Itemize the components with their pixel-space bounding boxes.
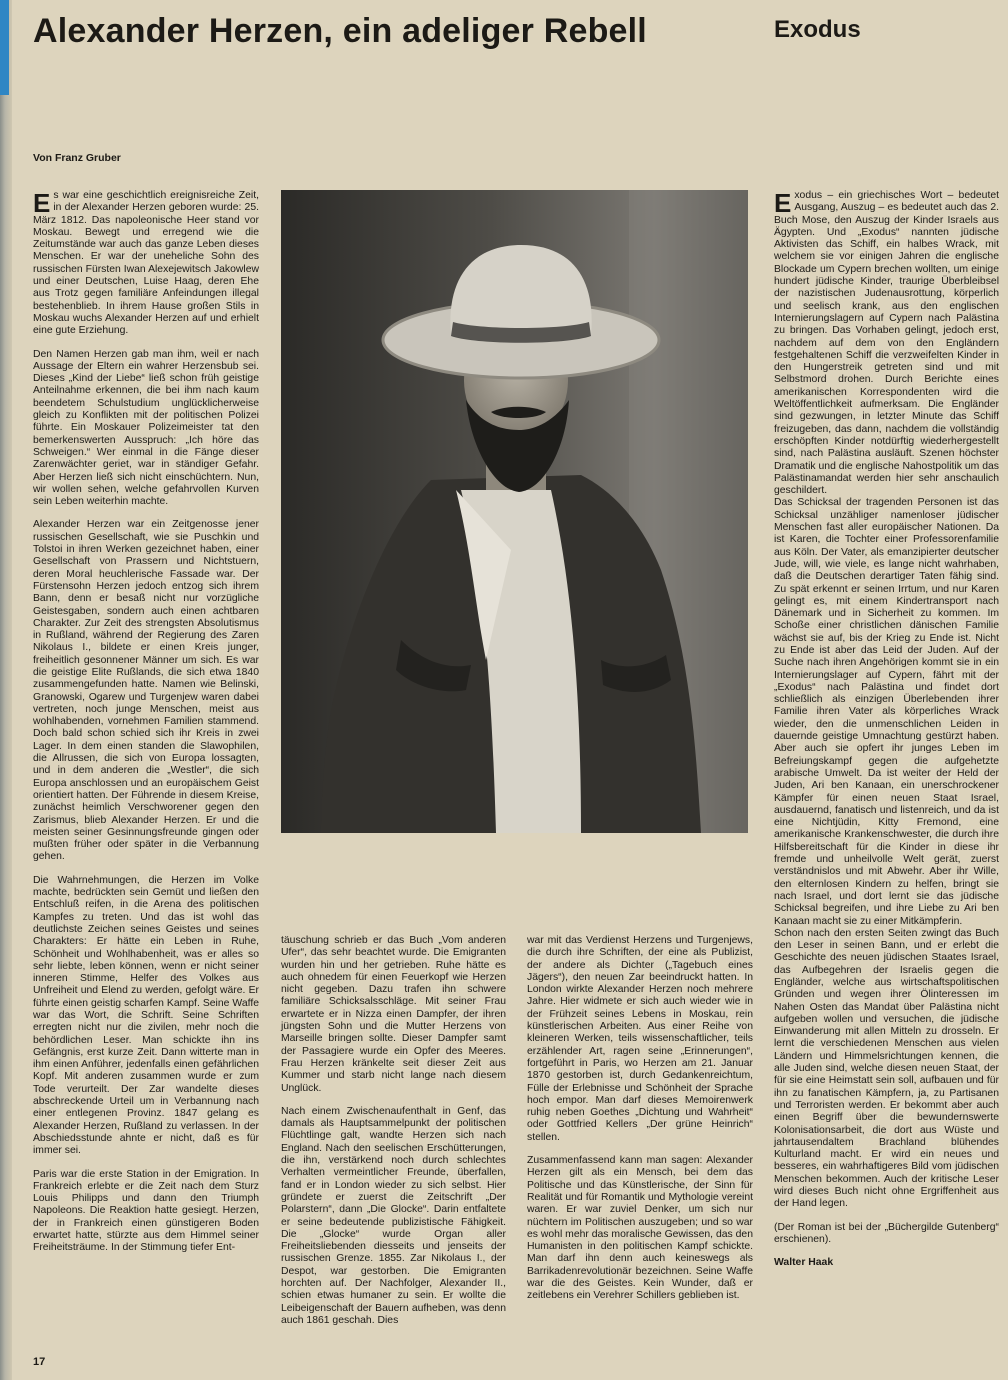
review-column [774, 190, 999, 1281]
paragraph: Paris war die erste Station in der Emigration. In Frankreich erlebte er die Zeit nach dem Sturz Louis Philipps und dann den Triumph Napoleons. Die Reaktion hatte gesiegt. Herzen, der in Frankreich einen günstigeren Boden erwartet hatte, stürzte aus dem Himmel seiner Freiheitsträume. In der Stimmung tiefer Ent- [33, 1168, 259, 1254]
drop-cap: E [774, 188, 792, 218]
drop-cap: E [33, 188, 51, 218]
article-column-3 [527, 935, 753, 1314]
page-spine [0, 0, 12, 1380]
blue-edge-tab [0, 0, 9, 95]
review-author: Walter Haak [774, 1257, 834, 1269]
article-column-2 [281, 935, 506, 1338]
paragraph: Das Schicksal der tragenden Personen ist das Schicksal unzähliger namenloser jüdischer Menschen fast aller europäischer Nationen. Da ist Karen, die Tochter einer Professorenfamilie aus Köln. Der Vater, als emanzipierter deutscher Jude, will, wie viele, es lange nicht wahrhaben, daß die Deutschen derartiger Taten fähig sind. Zu spät erkennt er seinen Irrtum, und nur Karen gelingt es, mit einem Kindertransport nach Dänemark und in Sicherheit zu kommen. Im Schoße einer christlichen dänischen Familie wächst sie auf, bis der Krieg zu Ende ist. Nicht zu Ende ist aber das Leid der Juden. Auf der Suche nach ihren Angehörigen kommt sie in ein Internierungslager auf Cypern, fährt mit der „Exodus“ nach Palästina und findet dort schließlich als einzigen Überlebenden ihrer Familie ihren Vater als körperliches Wrack wieder, den die unmenschlichen Leiden in dauernde geistige Umnachtung gestürzt haben. Aber auch sie opfert ihr junges Leben im Befreiungskampf gegen die aufgehetzte arabische Umwelt. Da ist weiter der Held der Juden, Ari ben Kanaan, ein unerschrockener Kämpfer für einen neuen Staat Israel, ausdauernd, fanatisch und listenreich, und da ist eine Nichtjüdin, Kitty Fremond, eine amerikanische Krankenschwester, die durch ihre Hilfsbereitschaft für die Kinder in diese ihr fremde und unheilvolle Welt gerät, zuerst verständnislos und mit Abwehr. Aber ihr Wille, den elternlosen Kindern zu helfen, bringt sie nach Israel, und dort lernt sie das jüdische Schicksal begreifen, und ihre Liebe zu Ari ben Kanaan macht sie zu einer Mitkämpferin. [774, 497, 999, 927]
page-number: 17 [33, 1356, 46, 1368]
paragraph: Den Namen Herzen gab man ihm, weil er nach Aussage der Eltern ein wahrer Herzensbub sei. Dieses „Kind der Liebe“ ließ schon früh geistige Anteilnahme erkennen, die bei ihm nach kaum beendetem Schulstudium unglücklicherweise gleich zu Konflikten mit der politischen Polizei führte. Ein Moskauer Polizeimeister tat den bemerkenswerten Ausspruch: „Ich höre das Schweigen.“ Wer einmal in die Fänge dieser Zarenwächter geriet, war in ständiger Gefahr. Aber Herzen ließ sich nicht einschüchtern. Nun, wir wollen sehen, welche gefahrvollen Kurven sein Leben weiterhin machte. [33, 348, 259, 508]
portrait-illustration [281, 190, 748, 833]
paragraph: Zusammenfassend kann man sagen: Alexander Herzen gilt als ein Mensch, bei dem das Politische und das Künstlerische, der Sinn für Realität und für Romantik und Mythologie vereint waren. Er war zuviel Denker, um sich nur nüchtern im Politischen auszugeben; und so war es wohl mehr das moralische Gewissen, das den Humanisten in den politischen Kampf schickte. Man darf ihn denn auch keineswegs als Barrikadenrevolutionär bezeichnen. Seine Waffe war die des Geistes. Kein Wunder, daß er zeitlebens ein Verehrer Schillers geblieben ist. [527, 1155, 753, 1302]
paragraph-text: s war eine geschichtlich ereignisreiche Zeit, in der Alexander Herzen geboren wurde: 25. März 1812. Das napoleonische Heer stand vor Moskau. Bewegt und erregend wie die Zeitumstände war auch das ganze Leben dieses Menschen. Er war der uneheliche Sohn des russischen Fürsten Iwan Alexejewitsch Jakowlew und einer Deutschen, Luise Haag, deren Ehe aus Trotz gegen familiäre Anfeindungen illegal bestehenblieb. In ihrem Hause großen Stils in Moskau wuchs Alexander Herzen auf und erhielt eine gute Erziehung. [33, 190, 259, 337]
paragraph: Schon nach den ersten Seiten zwingt das Buch den Leser in seinen Bann, und er erlebt die Geschichte des neuen jüdischen Staates Israel, das Aufbegehren der Israelis gegen die Engländer, welche aus wirtschaftspolitischen Gründen und wegen ihrer Ölinteressen im Nahen Osten das Mandat über Palästina nicht aufgeben wollen und versuchen, die jüdische Einwanderung mit allen Mitteln zu drosseln. Er lernt die verschiedenen Menschen aus vielen Ländern und Himmelsrichtungen kennen, die alle Juden sind, welche diesen neuen Staat, der für sie eine Heimstatt sein soll, aufbauen und für ihn zu fanatischen Kämpfern, ja, zu Partisanen und Terroristen werden. Er bekommt aber auch einen Begriff über die bewundernswerte Kolonisationsarbeit, die dort aus Wüste und jahrtausendaltem Brachland blühendes Kulturland macht. Er wird ein neues und besseres, ein wahrhaftigeres Bild vom jüdischen Menschen bekommen. Auch der kritische Leser wird dieses Buch nicht ohne Ergriffenheit aus der Hand legen. [774, 927, 999, 1210]
article-headline: Alexander Herzen, ein adeliger Rebell [33, 12, 647, 50]
portrait-photo [281, 190, 748, 833]
paragraph: war mit das Verdienst Herzens und Turgenjews, die durch ihre Schriften, der eine als Publizist, der andere als Dichter („Tagebuch eines Jägers“), den neuen Zar beeindruckt hatten. In London wirkte Alexander Herzen noch mehrere Jahre. Hier widmete er sich auch wieder wie in der Frühzeit seines Lebens in Moskau, rein künstlerischen Arbeiten. Aus einer Reihe von kleineren Werken, teils wissenschaftlicher, teils erzählender Art, ragen seine „Erinnerungen“, fortgeführt in Paris, wo Herzen am 21. Januar 1870 gestorben ist, durch Gedankenreichtum, Fülle der Erlebnisse und Schönheit der Sprache hoch empor. Man darf dieses Memoirenwerk ruhig neben Goethes „Dichtung und Wahrheit“ oder Gottfried Kellers „Der grüne Heinrich“ stellen. [527, 935, 753, 1143]
paragraph: Alexander Herzen war ein Zeitgenosse jener russischen Gesellschaft, wie sie Puschkin und Tolstoi in ihren Werken gezeichnet haben, einer Gesellschaft von Prassern und Nichtstuern, deren Moral heuchlerische Fassade war. Der Fürstensohn Herzen jedoch entzog sich ihrem Bann, denn er besaß nicht nur vorzügliche Geistesgaben, sondern auch einen achtbaren Charakter. Zur Zeit des strengsten Absolutismus in Rußland, während der Regierung des Zaren Nikolaus I., bildete er einen Kreis junger, freiheitlich gesonnener Männer um sich. Es war die geistige Elite Rußlands, die sich etwa 1840 zusammengefunden hatte. Namen wie Belinski, Granowski, Ogarew und Turgenjew waren dabei vertreten, noch junge Menschen, meist aus wohlhabenden, vornehmen Familien stammend. Doch bald schon schied sich ihr Kreis in zwei Lager. In dem einen standen die Slawophilen, die Allrussen, die sich von Europa lossagten, und in dem anderen die „Westler“, die sich Europa anschlossen und an europäischem Geist orientiert hatten. Der Führende in diesem Kreise, zunächst heimlich Verschworener gegen den Zarismus, blieb Alexander Herzen. Er und die meisten seiner Gesinnungsfreunde gingen oder mußten früher oder später in die Verbannung gehen. [33, 519, 259, 863]
paragraph-text: xodus – ein griechisches Wort – bedeutet Ausgang, Auszug – es bedeutet auch das 2. Buch Mose, den Auszug der Kinder Israels aus Ägypten. Und „Exodus“ nannten jüdische Aktivisten das Schiff, ein halbes Wrack, mit welchem sie vor einigen Jahren die englische Blockade um Cypern brechen wollten, um einige hundert jüdische Kinder, traurige Überbleibsel der nazistischen Judenausrottung, körperlich und seelisch krank, aus den englischen Internierungslagern auf Cypern nach Palästina zu bringen. Das Vorhaben gelingt, jedoch erst, nachdem auf dem von den Engländern festgehaltenen Schiff die verzweifelten Kinder in den Hungerstreik getreten sind und mit Selbstmord drohen. Durch Berichte eines amerikanischen Korrespondenten wird die Weltöffentlichkeit aufmerksam. Die Engländer sind gezwungen, in letzter Minute das Schiff freizugeben, das dann, nachdem die vollständig erschöpften Kinder notdürftig wiederhergestellt sind, nach Palästina ausläuft. Szenen höchster Dramatik und die englische Nahostpolitik um das Palästinamandat werden hier sehr anschaulich geschildert. [774, 190, 999, 497]
paragraph [33, 190, 259, 338]
section-title-exodus: Exodus [774, 16, 861, 43]
publisher-note: (Der Roman ist bei der „Büchergilde Gutenberg“ erschienen). [774, 1221, 999, 1245]
byline: Von Franz Gruber [33, 152, 121, 164]
paragraph: Die Wahrnehmungen, die Herzen im Volke machte, bedrückten sein Gemüt und ließen den Entschluß reifen, in die Arena des politischen Kampfes zu treten. Und das ist wohl das deutlichste Zeichen seines Geistes und seines Charakters: Er hätte ein Leben in Ruhe, Schönheit und Wohlhabenheit, was er alles so sehr liebte, leben können, wenn er nicht seiner inneren Stimme, Helfer des Volkes aus Unfreiheit und Elend zu werden, gefolgt wäre. Er führte einen geistig scharfen Kampf. Seine Waffe war das Wort, die Schrift. Seine Schriften erregten nicht nur die zivilen, mehr noch die behördlichen Leser. Man schickte ihn ins Gefängnis, erst kurze Zeit. Dann witterte man in ihm einen Anführer, jedenfalls einen gefährlichen Kopf. Mit anderen zusammen wurde er zum Tode verurteilt. Der Zar wandelte dieses abschreckende Urteil um in Verbannung nach einer entlegenen Provinz. 1847 gelang es Alexander Herzen, Rußland zu verlassen. In der Abschiedsstunde ahnte er nicht, daß es für immer sei. [33, 874, 259, 1157]
paragraph: Nach einem Zwischenaufenthalt in Genf, das damals als Hauptsammelpunkt der politischen Flüchtlinge galt, wandte Herzen sich nach England. Nach den seelischen Erschütterungen, die ihn, verstärkend noch durch schlechtes Verhalten vermeintlicher Freunde, überfallen, fand er in London wieder zu sich selbst. Hier gründete er zuerst die Zeitschrift „Der Polarstern“, dann „Die Glocke“. Darin entfaltete er seine bedeutende publizistische Fähigkeit. Die „Glocke“ wurde Organ aller Freiheitsliebenden diesseits und jenseits der russischen Grenze. 1855. Zar Nikolaus I., der Despot, war gestorben. Die Emigranten horchten auf. Der Nachfolger, Alexander II., schien etwas humaner zu sein. Er wollte die Leibeigenschaft der Bauern aufheben, was denn auch 1861 geschah. Dies [281, 1105, 506, 1326]
paragraph [774, 190, 999, 497]
paragraph: täuschung schrieb er das Buch „Vom anderen Ufer“, das sehr beachtet wurde. Die Emigranten wurden hin und her getrieben. Ruhe hätte es auch ohnedem für einen Feuerkopf wie Herzen nicht gegeben. Dazu trafen ihn schwere familiäre Schicksalsschläge. Mit seiner Frau erwartete er in Nizza einen Dampfer, der ihren jüngsten Sohn und die Mutter Herzens von Marseille bringen sollte. Dieser Dampfer samt der Passagiere wurde ein Opfer des Meeres. Frau Herzen kränkelte seit dieser Zeit aus Kummer und starb nicht lange nach diesem Unglück. [281, 935, 506, 1094]
article-column-1 [33, 190, 259, 1266]
